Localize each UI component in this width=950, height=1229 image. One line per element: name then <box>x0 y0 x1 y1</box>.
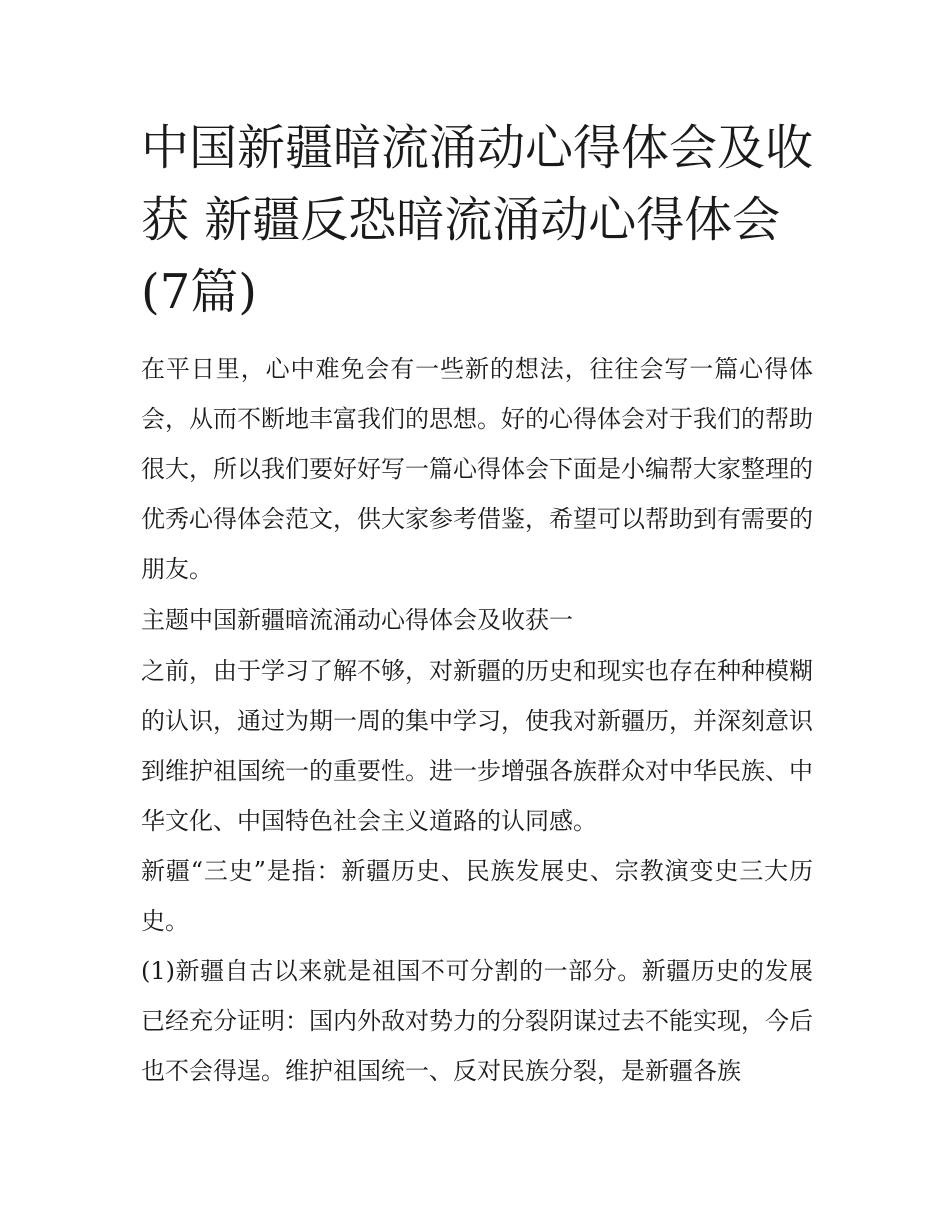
body-paragraph: 之前，由于学习了解不够，对新疆的历史和现实也存在种种模糊的认识，通过为期一周的集中学习，使我对新疆历，并深刻意识到维护祖国统一的重要性。进一步增强各族群众对中华民族、中华文化、中国特色社会主义道路的认同感。 <box>141 657 813 835</box>
intro-paragraph: 在平日里，心中难免会有一些新的想法，往往会写一篇心得体会，从而不断地丰富我们的思想。好的心得体会对于我们的帮助很大，所以我们要好好写一篇心得体会下面是小编帮大家整理的优秀心得体会范文，供大家参考借鉴，希望可以帮助到有需要的朋友。 <box>141 355 813 583</box>
section-heading: 主题中国新疆暗流涌动心得体会及收获一 <box>141 606 573 634</box>
body-paragraph: (1)新疆自古以来就是祖国不可分割的一部分。新疆历史的发展已经充分证明：国内外敌对势力的分裂阴谋过去不能实现，今后也不会得逞。维护祖国统一、反对民族分裂，是新疆各族 <box>141 957 813 1085</box>
body-paragraph: 新疆“三史”是指：新疆历史、民族发展史、宗教演变史三大历史。 <box>141 857 813 935</box>
document-title: 中国新疆暗流涌动心得体会及收获 新疆反恐暗流涌动心得体会(7篇) <box>141 120 814 320</box>
document-body <box>141 112 813 1096</box>
